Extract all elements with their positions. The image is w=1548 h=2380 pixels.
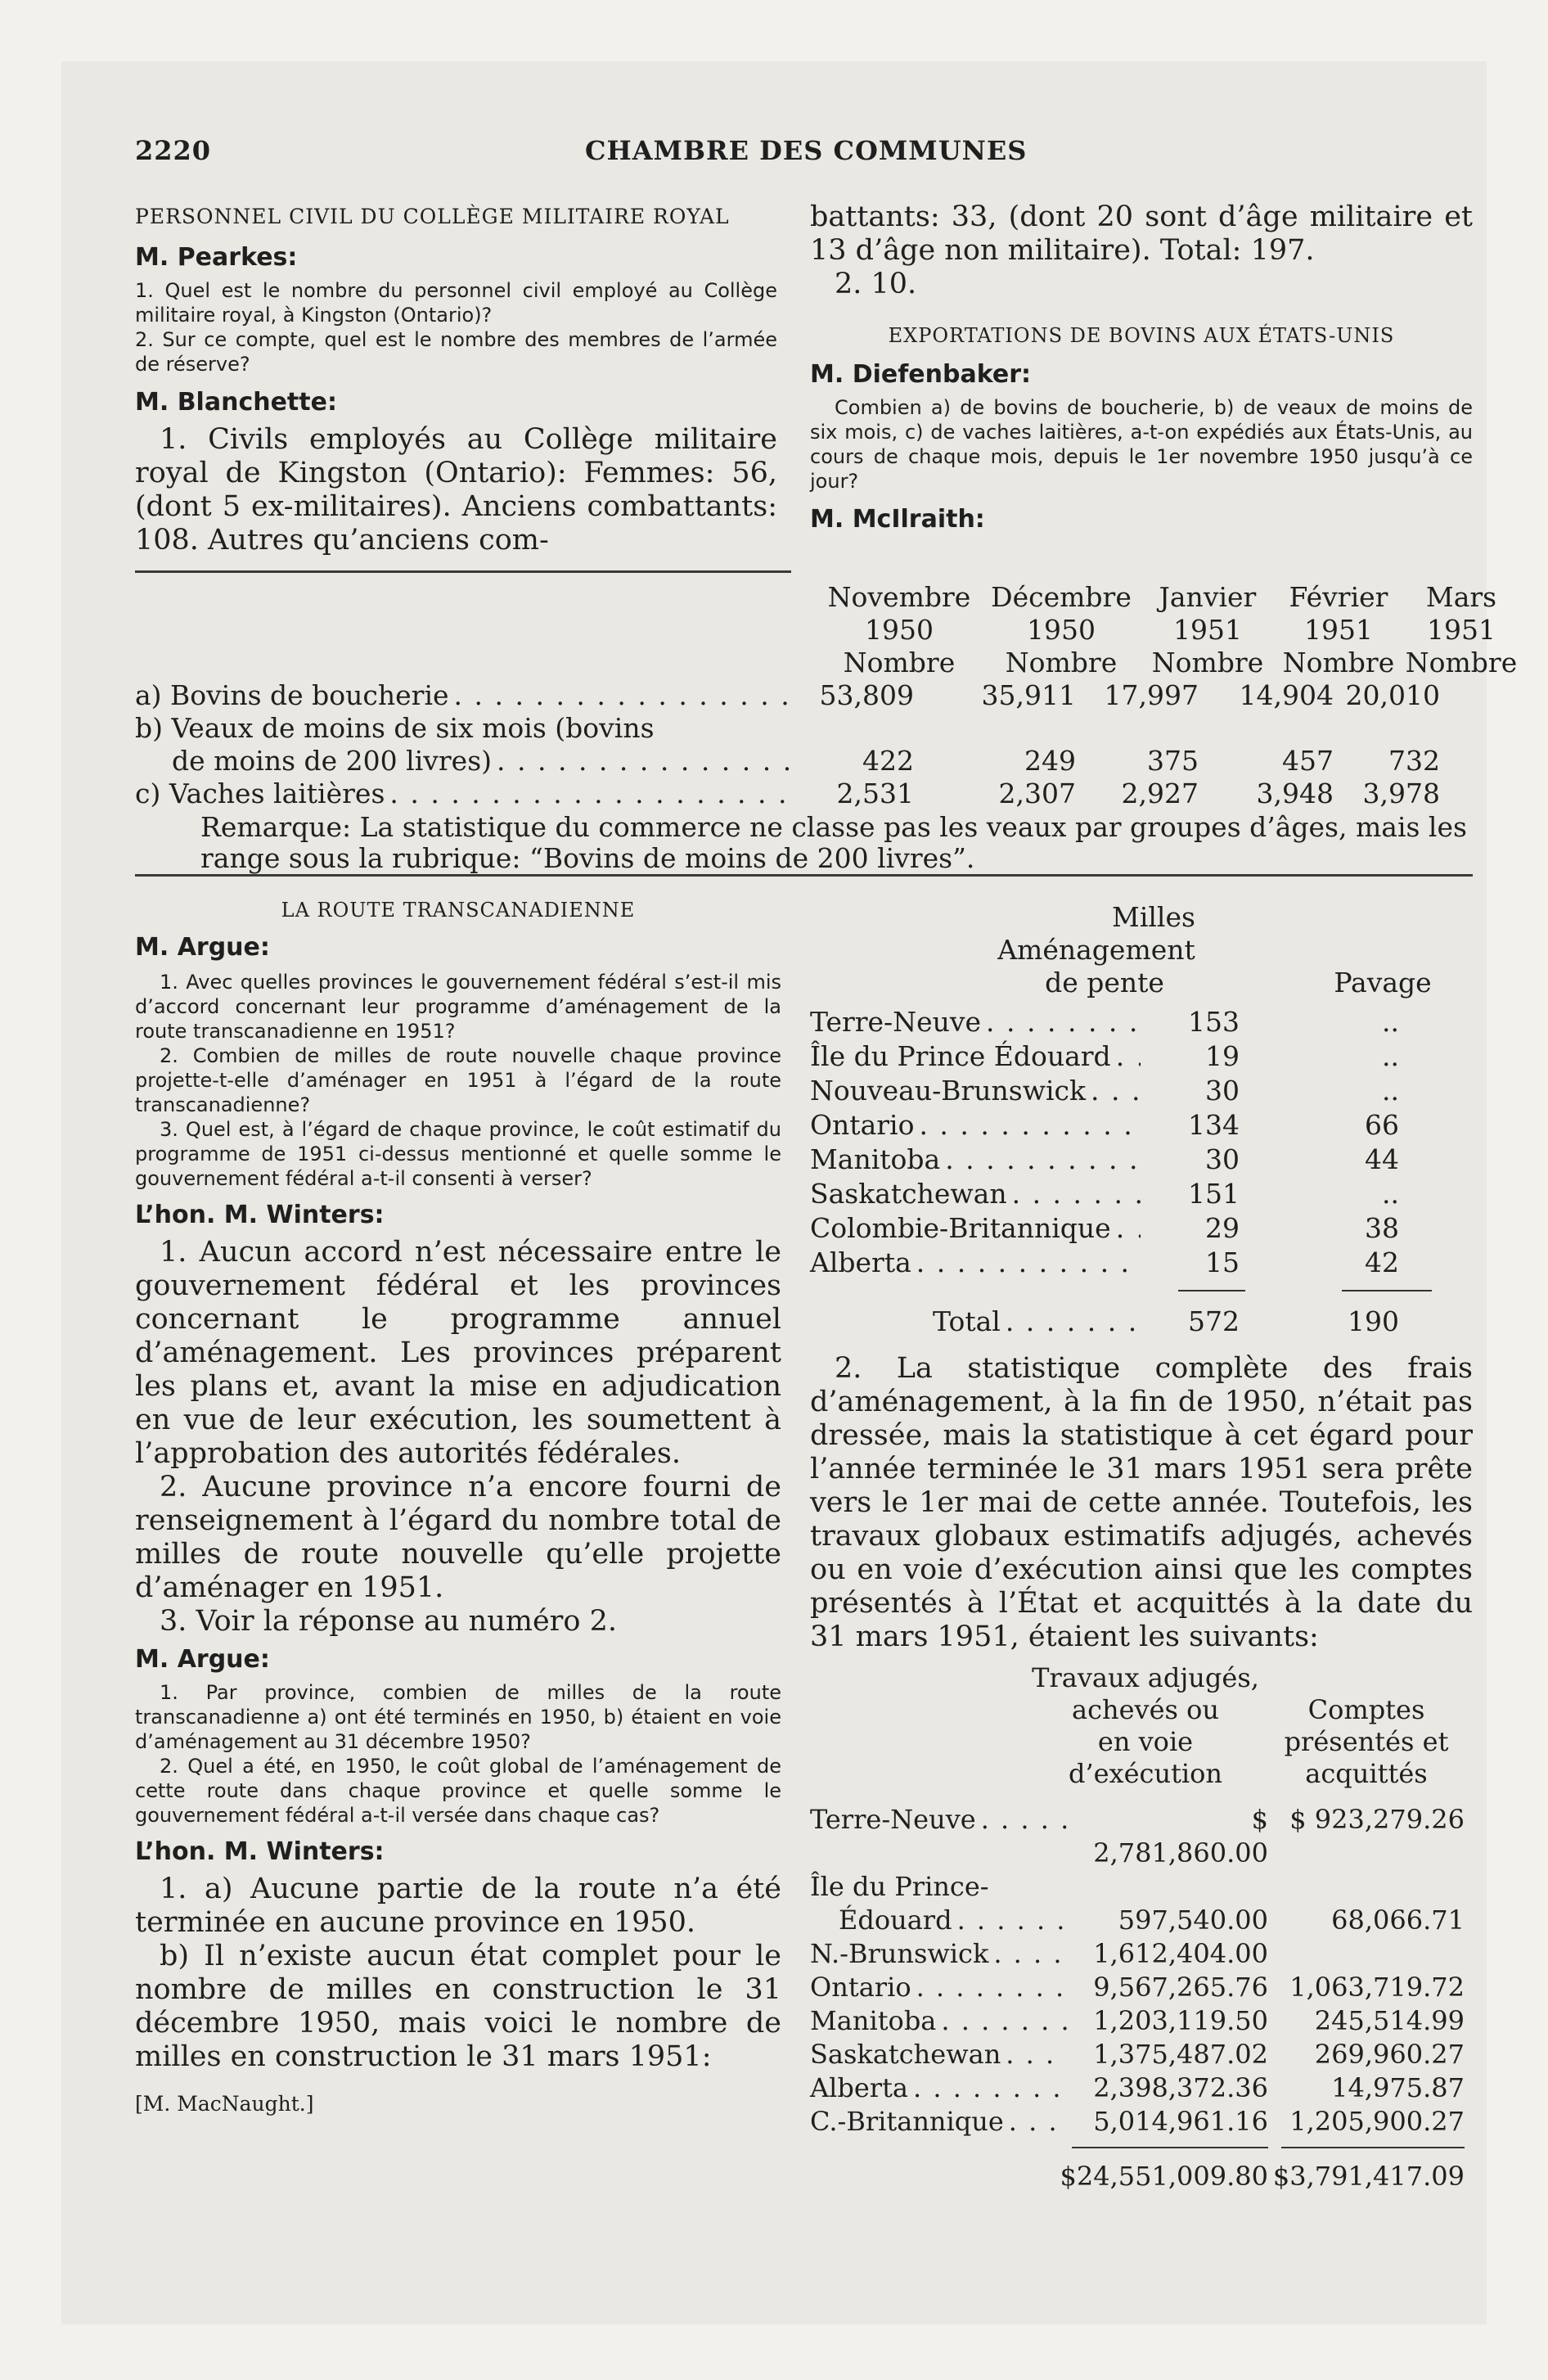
table-row <box>810 2004 1473 2038</box>
table-remark: Remarque: La statistique du commerce ne classe pas les veaux par groupes d’âges, mais les range sous la rubrique: “Bovins de moins de 200 livres”. <box>200 811 1467 874</box>
year-header: 1951 <box>1173 614 1242 646</box>
table-bovins <box>135 581 1518 874</box>
province-name: Manitoba <box>810 2005 937 2036</box>
question-1: 1. Quel est le nombre du personnel civil employé au Collège militaire royal, à Kingston (Ontario)? <box>135 279 777 327</box>
header-line: acquittés <box>1305 1758 1428 1789</box>
row-label: c) Vaches laitières <box>135 778 385 809</box>
cell: 14,904 <box>1239 679 1334 711</box>
cell: 457 <box>1282 745 1334 777</box>
pente-value: 19 <box>1205 1040 1240 1072</box>
section-title: LA ROUTE TRANSCANADIENNE <box>281 899 636 922</box>
table-row <box>810 1971 1473 2004</box>
speaker-winters: L’hon. M. Winters: <box>135 1837 385 1866</box>
table-row <box>810 1937 1473 1971</box>
cell: 2,531 <box>836 778 914 809</box>
section-personnel-civil <box>135 205 777 557</box>
answer: 1. a) Aucune partie de la route n’a été terminée en aucune province en 1950. <box>135 1873 781 1939</box>
travaux-value: 1,375,487.02 <box>1093 2039 1268 2070</box>
row-label: b) Veaux de moins de six mois (bovins <box>135 712 655 744</box>
speaker-diefenbaker: M. Diefenbaker: <box>810 360 1031 389</box>
unit-header: Nombre <box>1282 647 1395 678</box>
table-row <box>810 1246 1473 1280</box>
province-name: Île du Prince- <box>810 1871 989 1902</box>
cell: 249 <box>1024 745 1076 777</box>
total-comptes: $3,791,417.09 <box>1272 2161 1465 2192</box>
row-label: a) Bovins de boucherie <box>135 679 449 711</box>
pavage-value: .. <box>1382 1040 1399 1072</box>
travaux-value: $ 2,781,860.00 <box>1093 1804 1268 1868</box>
cell: 732 <box>1388 745 1440 777</box>
question: 1. Avec quelles provinces le gouvernement fédéral s’est-il mis d’accord concernant leur programme d’aménagement de la route transcanadienne en 1951? <box>135 971 781 1043</box>
table-bovins-header <box>135 581 1518 679</box>
pente-value: 153 <box>1188 1006 1240 1038</box>
question-bovins: Combien a) de bovins de boucherie, b) de veaux de moins de six mois, c) de vaches laitières, a-t-on expédiés aux États-Unis, au cours de chaque mois, depuis le 1er novembre 1950 jusqu’à ce jour? <box>810 396 1473 493</box>
section-personnel-civil-cont <box>810 201 1473 534</box>
cell: 422 <box>862 745 914 777</box>
header-line: en voie <box>1097 1726 1194 1757</box>
province-name: Alberta <box>810 1246 911 1278</box>
table-row <box>810 1039 1473 1074</box>
speaker-mcilraith: M. McIlraith: <box>810 505 985 534</box>
speaker-winters: L’hon. M. Winters: <box>135 1201 385 1229</box>
paragraph-2: 2. La statistique complète des frais d’aménagement, à la fin de 1950, n’était pas dressée, mais la statistique à cet égard pour l’année terminée le 31 mars 1951 sera prête vers le 1er mai de cette année. Toutefois, les travaux globaux estimatifs adjugés, achevés ou en voie d’exécution ainsi que les comptes présentés à l’État et acquittés à la date du 31 mars 1951, étaient les suivants: <box>810 1352 1473 1653</box>
table-row <box>810 1143 1473 1177</box>
cell: 35,911 <box>981 679 1076 711</box>
total-travaux: $24,551,009.80 <box>1060 2161 1268 2192</box>
total-label: Total <box>933 1305 1001 1337</box>
pavage-value: 42 <box>1365 1246 1399 1278</box>
province-name: Ontario <box>810 1109 915 1141</box>
comptes-value: 245,514.99 <box>1314 2005 1465 2036</box>
cell: 3,948 <box>1256 778 1334 809</box>
page-title: CHAMBRE DES COMMUNES <box>585 135 1028 166</box>
table-row <box>810 1005 1473 1039</box>
footer-reference: [M. MacNaught.] <box>135 2092 314 2116</box>
header-milles: Milles <box>1112 901 1195 933</box>
speaker-blanchette: M. Blanchette: <box>135 388 337 417</box>
cost-table-header <box>810 1662 1473 1803</box>
header-line: Travaux adjugés, <box>1032 1662 1259 1693</box>
province-name: Terre-Neuve <box>810 1804 976 1835</box>
travaux-value: 1,203,119.50 <box>1093 2005 1268 2036</box>
rule <box>1342 1290 1432 1291</box>
header-line: achevés ou <box>1071 1694 1220 1725</box>
year-header: 1950 <box>1027 614 1096 646</box>
answer-1-continued: battants: 33, (dont 20 sont d’âge militaire et 13 d’âge non militaire). Total: 197. <box>810 201 1473 267</box>
page-number: 2220 <box>135 135 212 166</box>
travaux-value: 9,567,265.76 <box>1093 1972 1268 2003</box>
table-row <box>135 712 1473 745</box>
answer: 3. Voir la réponse au numéro 2. <box>160 1605 617 1638</box>
province-name: Alberta <box>810 2072 908 2103</box>
question: 1. Par province, combien de milles de la route transcanadienne a) ont été terminés en 1950, b) étaient en voie d’aménagement au 31 décembre 1950? <box>135 1681 781 1753</box>
travaux-value: 5,014,961.16 <box>1093 2106 1268 2137</box>
province-name: Saskatchewan <box>810 1178 1007 1210</box>
province-name: N.-Brunswick <box>810 1938 989 1969</box>
year-header: 1950 <box>865 614 934 646</box>
rule <box>1281 2147 1465 2148</box>
month-header: Janvier <box>1159 581 1257 613</box>
table-row <box>810 1108 1473 1143</box>
section-route-transcanadienne <box>135 899 781 2116</box>
cell: 2,927 <box>1121 778 1199 809</box>
question-2: 2. Sur ce compte, quel est le nombre des membres de l’armée de réserve? <box>135 328 777 376</box>
header-line: d’exécution <box>1068 1758 1223 1789</box>
travaux-value: 1,612,404.00 <box>1093 1938 1268 1969</box>
question: 3. Quel est, à l’égard de chaque province, le coût estimatif du programme de 1951 ci-dessus mentionné et quelle somme le gouvernement fédéral a-t-il consenti à verser? <box>135 1118 781 1190</box>
table-milles-header <box>810 900 1473 1005</box>
month-header: Mars <box>1425 581 1497 613</box>
header-line: Comptes <box>1307 1694 1425 1725</box>
miles-rows <box>810 1005 1473 1280</box>
cell: 53,809 <box>819 679 914 711</box>
cell: 17,997 <box>1104 679 1199 711</box>
comptes-value: 68,066.71 <box>1331 1904 1465 1936</box>
total-pavage: 190 <box>1348 1305 1399 1337</box>
pente-value: 151 <box>1188 1178 1240 1210</box>
cost-total-rules <box>810 2139 1473 2160</box>
table-row <box>810 1870 1473 1904</box>
cell: 3,978 <box>1362 778 1440 809</box>
province-name: C.-Britannique <box>810 2106 1004 2137</box>
speaker-argue: M. Argue: <box>135 933 270 962</box>
total-rules <box>810 1280 1473 1305</box>
pente-value: 29 <box>1205 1212 1240 1244</box>
table-row <box>135 778 1473 810</box>
pente-value: 30 <box>1205 1075 1240 1107</box>
answer-1: 1. Civils employés au Collège militaire royal de Kingston (Ontario): Femmes: 56, (dont 5 ex-militaires). Anciens combattants: 108. Autres qu’anciens com- <box>135 423 777 557</box>
cell: 375 <box>1147 745 1199 777</box>
divider-full <box>135 874 1473 877</box>
comptes-value: 14,975.87 <box>1331 2072 1465 2103</box>
question: 2. Combien de milles de route nouvelle chaque province projette-t-elle d’aménager en 1951 à l’égard de la route transcanadienne? <box>135 1044 781 1116</box>
table-row <box>135 745 1473 778</box>
pavage-value: 66 <box>1365 1109 1399 1141</box>
table-row <box>810 1904 1473 1937</box>
divider-left <box>135 570 791 573</box>
total-pente: 572 <box>1188 1305 1240 1337</box>
cell: 20,010 <box>1345 679 1440 711</box>
travaux-value: 597,540.00 <box>1118 1904 1268 1936</box>
travaux-value: 2,398,372.36 <box>1093 2072 1268 2103</box>
month-header: Février <box>1289 581 1388 613</box>
table-milles <box>810 900 1473 2193</box>
section-title-exportations: EXPORTATIONS DE BOVINS AUX ÉTATS-UNIS <box>888 324 1395 347</box>
answer-2: 2. 10. <box>835 268 917 300</box>
province-name: Île du Prince Édouard <box>810 1040 1111 1072</box>
unit-header: Nombre <box>1405 647 1518 678</box>
rule <box>1178 1290 1245 1291</box>
cost-total-row <box>810 2160 1473 2193</box>
pavage-value: 38 <box>1365 1212 1399 1244</box>
pavage-value: .. <box>1382 1075 1399 1107</box>
table-row <box>810 2071 1473 2105</box>
province-name: Nouveau-Brunswick <box>810 1075 1086 1107</box>
unit-header: Nombre <box>1005 647 1118 678</box>
province-name: Manitoba <box>810 1143 941 1175</box>
province-name: Ontario <box>810 1972 911 2003</box>
comptes-value: 269,960.27 <box>1314 2039 1465 2070</box>
pente-value: 30 <box>1205 1143 1240 1175</box>
comptes-value: 1,205,900.27 <box>1289 2106 1465 2137</box>
table-row <box>810 1074 1473 1108</box>
month-header: Décembre <box>991 581 1132 613</box>
speaker-argue: M. Argue: <box>135 1645 270 1674</box>
unit-header: Nombre <box>843 647 956 678</box>
province-name: Colombie-Britannique <box>810 1212 1111 1244</box>
pente-value: 15 <box>1205 1246 1240 1278</box>
cell: 2,307 <box>998 778 1076 809</box>
province-name: Terre-Neuve <box>810 1006 982 1038</box>
speaker-pearkes: M. Pearkes: <box>135 243 298 272</box>
pavage-value: .. <box>1382 1006 1399 1038</box>
header-pavage: Pavage <box>1334 967 1432 998</box>
comptes-value: 1,063,719.72 <box>1289 1972 1465 2003</box>
header-pente: de pente <box>1045 967 1164 998</box>
question: 2. Quel a été, en 1950, le coût global de l’aménagement de cette route dans chaque province et quelle somme le gouvernement fédéral a-t-il versée dans chaque cas? <box>135 1755 781 1827</box>
header-amenagement: Aménagement <box>997 934 1195 966</box>
table-row <box>810 1211 1473 1246</box>
year-header: 1951 <box>1304 614 1373 646</box>
province-name: Édouard <box>839 1904 952 1936</box>
table-row <box>810 1177 1473 1211</box>
total-row <box>810 1305 1473 1339</box>
pavage-value: .. <box>1382 1178 1399 1210</box>
section-title: PERSONNEL CIVIL DU COLLÈGE MILITAIRE ROYAL <box>135 205 730 228</box>
answer: 2. Aucune province n’a encore fourni de renseignement à l’égard du nombre total de milles de route nouvelle qu’elle projette d’aménager en 1951. <box>135 1471 781 1604</box>
province-name: Saskatchewan <box>810 2039 1001 2070</box>
year-header: 1951 <box>1427 614 1496 646</box>
answer: b) Il n’existe aucun état complet pour le nombre de milles en construction le 31 décembre 1950, mais voici le nombre de milles en construction le 31 mars 1951: <box>135 1940 781 2073</box>
comptes-value: $ 923,279.26 <box>1289 1804 1465 1835</box>
answer: 1. Aucun accord n’est nécessaire entre le gouvernement fédéral et les provinces concernant le programme annuel d’aménagement. Les provinces préparent les plans et, avant la mise en adjudication en vue de leur exécution, les soumettent à l’approbation des autorités fédérales. <box>135 1236 781 1470</box>
table-row <box>135 679 1473 712</box>
pavage-value: 44 <box>1365 1143 1399 1175</box>
pente-value: 134 <box>1188 1109 1240 1141</box>
unit-header: Nombre <box>1151 647 1264 678</box>
cost-rows <box>810 1803 1473 2139</box>
header-line: présentés et <box>1284 1726 1449 1757</box>
rule <box>1072 2147 1268 2148</box>
table-row <box>810 2038 1473 2071</box>
month-header: Novembre <box>827 581 971 613</box>
table-row <box>810 1803 1473 1870</box>
table-row <box>810 2105 1473 2139</box>
row-label: de moins de 200 livres) <box>172 745 493 777</box>
comptes-value <box>1268 1937 1465 1971</box>
